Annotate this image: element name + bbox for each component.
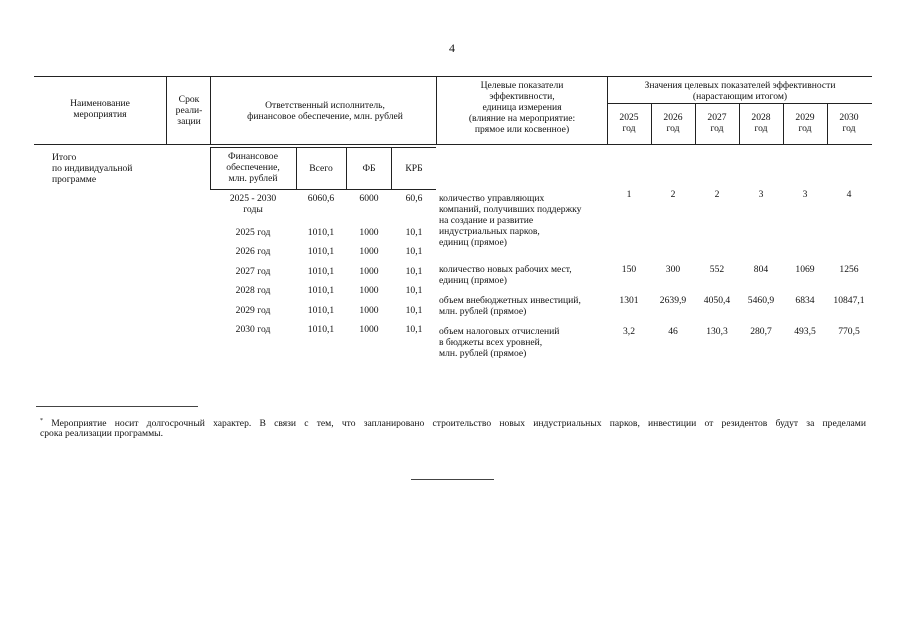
indicator-text-line: объем внебюджетных инвестиций, [439,295,581,306]
col-divider-executor [436,76,437,144]
finance-divider-krb [391,147,392,189]
finance-header-krb: КРБ [405,163,423,174]
footnote-line-2: срока реализации программы. [40,428,164,439]
finance-fb: 1000 [359,266,379,277]
indicator-value: 4050,4 [703,295,731,306]
finance-period: 2025 - 2030 [229,193,277,204]
finance-krb: 10,1 [405,324,423,335]
indicator-value: 10847,1 [833,295,865,306]
indicator-value: 46 [668,326,678,337]
year-header-number: 2026 [663,112,683,123]
finance-period: годы [243,204,263,215]
year-header-number: 2030 [839,112,859,123]
indicator-value: 552 [709,264,725,275]
finance-fb: 1000 [359,324,379,335]
indicator-value: 6834 [795,295,815,306]
finance-krb: 60,6 [405,193,423,204]
col-divider-year-4 [783,103,784,144]
finance-top-border [210,147,436,148]
indicator-text-line: в бюджеты всех уровней, [439,337,543,348]
indicator-value: 770,5 [838,326,860,337]
indicator-value: 3 [758,189,764,200]
finance-krb: 10,1 [405,285,423,296]
footnote-line-1: * Мероприятие носит долгосрочный характер. В связи с тем, что запланировано строительство новых индустриальных парков, инвестиции от резидентов будут за пределами [40,418,866,430]
indicator-value: 1 [626,189,632,200]
year-header-number: 2028 [751,112,771,123]
finance-krb: 10,1 [405,246,423,257]
finance-divider-fb [346,147,347,189]
finance-period: 2025 год [235,227,271,238]
finance-total: 1010,1 [307,324,335,335]
finance-total: 1010,1 [307,227,335,238]
indicator-text-line: на создание и развитие [439,215,534,226]
indicator-text-line: компаний, получивших поддержку [439,204,582,215]
indicator-value: 130,3 [706,326,728,337]
finance-period: 2028 год [235,285,271,296]
col-divider-year-3 [739,103,740,144]
indicator-value: 5460,9 [747,295,775,306]
indicator-text-line: млн. рублей (прямое) [439,306,527,317]
header-bottom-border [34,144,872,145]
year-header-word: год [666,123,680,134]
table-top-border [34,76,872,77]
indicator-value: 493,5 [794,326,816,337]
indicator-value: 4 [846,189,852,200]
finance-header-fb: ФБ [362,163,376,174]
finance-krb: 10,1 [405,227,423,238]
footnote-separator [36,406,198,407]
indicator-value: 1256 [839,264,859,275]
indicator-text-line: единиц (прямое) [439,237,507,248]
finance-krb: 10,1 [405,266,423,277]
indicator-value: 2639,9 [659,295,687,306]
indicator-text-line: количество новых рабочих мест, [439,264,572,275]
year-header-word: год [754,123,768,134]
finance-total: 1010,1 [307,305,335,316]
indicator-value: 2 [670,189,676,200]
indicator-value: 150 [621,264,637,275]
col-divider-year-1 [651,103,652,144]
row-label: Итого по индивидуальной программе [52,152,133,185]
indicator-value: 804 [753,264,769,275]
finance-total: 1010,1 [307,246,335,257]
finance-fb: 1000 [359,246,379,257]
header-term: Срок реали- зации [175,94,203,127]
year-header-number: 2027 [707,112,727,123]
end-separator [411,479,494,480]
finance-period: 2029 год [235,305,271,316]
finance-period: 2026 год [235,246,271,257]
finance-header-total: Всего [309,163,333,174]
indicator-value: 3,2 [623,326,635,337]
year-header-number: 2029 [795,112,815,123]
finance-fb: 1000 [359,305,379,316]
indicator-value: 2 [714,189,720,200]
col-divider-year-2 [695,103,696,144]
indicator-text-line: количество управляющих [439,193,545,204]
finance-fb: 1000 [359,227,379,238]
year-header-word: год [842,123,856,134]
finance-divider-left [210,147,211,189]
header-values-title: Значения целевых показателей эффективности (нарастающим итогом) [644,80,836,102]
indicator-text-line: млн. рублей (прямое) [439,348,527,359]
col-divider-indicators [607,76,608,144]
finance-header-label: Финансовое обеспечение, млн. рублей [226,151,280,184]
footnote-marker: * [40,418,43,424]
indicator-value: 3 [802,189,808,200]
header-name: Наименование мероприятия [70,98,130,120]
finance-total: 1010,1 [307,285,335,296]
finance-total: 1010,1 [307,266,335,277]
year-header-word: год [622,123,636,134]
finance-divider-total [296,147,297,189]
finance-total: 6060,6 [307,193,335,204]
header-executor: Ответственный исполнитель, финансовое обеспечение, млн. рублей [247,100,403,122]
finance-period: 2030 год [235,324,271,335]
year-header-number: 2025 [619,112,639,123]
col-divider-term [210,76,211,144]
finance-header-border [210,189,436,190]
indicator-text-line: единиц (прямое) [439,275,507,286]
header-indicators: Целевые показатели эффективности, единица измерения (влияние на мероприятие: прямое или косвенное) [468,80,576,135]
indicator-value: 300 [665,264,681,275]
indicator-value: 1301 [619,295,639,306]
finance-fb: 6000 [359,193,379,204]
finance-fb: 1000 [359,285,379,296]
indicator-text-line: индустриальных парков, [439,226,540,237]
year-header-word: год [710,123,724,134]
finance-period: 2027 год [235,266,271,277]
col-divider-name [166,76,167,144]
indicator-value: 1069 [795,264,815,275]
indicator-text-line: объем налоговых отчислений [439,326,560,337]
finance-krb: 10,1 [405,305,423,316]
indicator-value: 280,7 [750,326,772,337]
col-divider-year-5 [827,103,828,144]
year-header-word: год [798,123,812,134]
page-number: 4 [449,41,455,55]
